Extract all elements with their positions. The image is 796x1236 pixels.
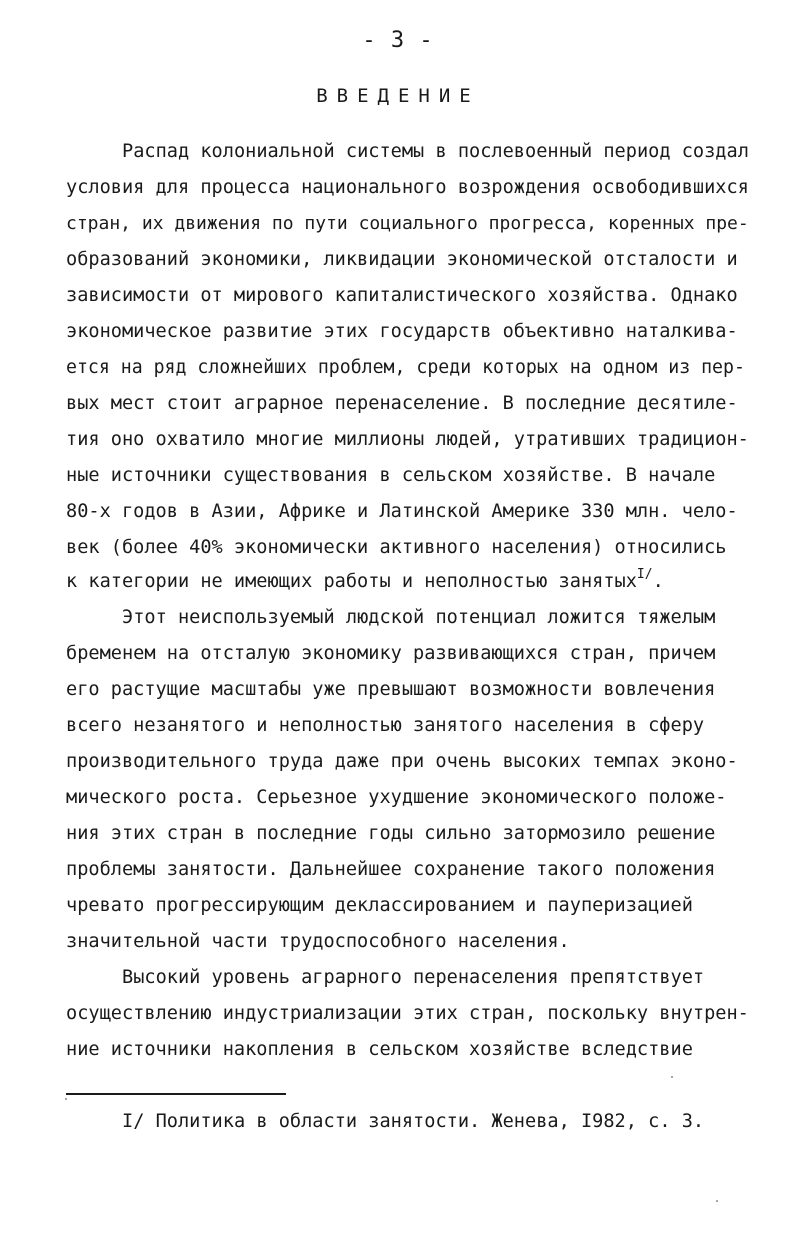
paragraph-1-line-8: вых мест стоит аграрное перенаселение. В последние десятиле- <box>66 393 738 414</box>
paragraph-1-line-12: век (более 40% экономически активного населения) относились <box>66 537 727 558</box>
paragraph-1-line-9: тия оно охватило многие миллионы людей, утративших традицион- <box>66 429 749 450</box>
paragraph-1-line-1: Распад колониальной системы в послевоенный период создал <box>122 141 749 162</box>
paragraph-2-line-7: ния этих стран в последние годы сильно затормозило решение <box>66 823 716 844</box>
paragraph-3-line-3: ние источники накопления в сельском хозяйстве вследствие <box>66 1039 693 1060</box>
paragraph-1-line-13-text: к категории не имеющих работы и неполностью занятых <box>66 571 637 592</box>
paragraph-2-line-6: мического роста. Серьезное ухудшение экономического положе- <box>66 787 727 808</box>
paragraph-1-line-11: 80-х годов в Азии, Африке и Латинской Америке 330 млн. чело- <box>66 501 738 522</box>
footnote-separator <box>66 1093 286 1095</box>
sentence-end: . <box>652 571 664 592</box>
paragraph-1-line-6: экономическое развитие этих государств объективно наталкива- <box>66 321 738 342</box>
paragraph-1-line-5: зависимости от мирового капиталистического хозяйства. Однако <box>66 285 738 306</box>
page-number: - 3 - <box>362 28 434 53</box>
paragraph-1-line-2: условия для процесса национального возрождения освободившихся <box>66 177 749 198</box>
footnote-text: I/ Политика в области занятости. Женева, I982, с. 3. <box>122 1111 705 1132</box>
paragraph-2-line-5: производительного труда даже при очень высоких темпах эконо- <box>66 751 738 772</box>
footnote-reference: I/ <box>636 567 653 582</box>
paragraph-2-line-8: проблемы занятости. Дальнейшее сохранение такого положения <box>66 859 716 880</box>
scan-speck <box>671 1076 673 1078</box>
paragraph-2-line-10: значительной части трудоспособного населения. <box>66 931 570 952</box>
paragraph-2-line-9: чревато прогрессирующим деклассированием и пауперизацией <box>66 895 693 916</box>
paragraph-2-line-2: бременем на отсталую экономику развивающихся стран, причем <box>66 643 716 664</box>
paragraph-3-line-2: осуществлению индустриализации этих стран, поскольку внутрен- <box>66 1003 749 1024</box>
scan-speck <box>716 1200 718 1202</box>
paragraph-1-line-10: ные источники существования в сельском хозяйстве. В начале <box>66 465 716 486</box>
page-title: ВВЕДЕНИЕ <box>316 85 480 107</box>
paragraph-2-line-1: Этот неиспользуемый людской потенциал ложится тяжелым <box>122 607 716 628</box>
paragraph-2-line-4: всего незанятого и неполностью занятого населения в сферу <box>66 715 705 736</box>
paragraph-1-line-4: образований экономики, ликвидации экономической отсталости и <box>66 249 738 270</box>
paragraph-1-line-3: стран, их движения по пути социального прогресса, коренных пре- <box>66 213 749 234</box>
paragraph-1-line-7: ется на ряд сложнейших проблем, среди которых на одном из пер- <box>66 357 745 378</box>
paragraph-2-line-3: его растущие масштабы уже превышают возможности вовлечения <box>66 679 716 700</box>
paragraph-3-line-1: Высокий уровень аграрного перенаселения препятствует <box>122 967 705 988</box>
paragraph-1-line-13 <box>66 567 664 592</box>
scan-speck <box>65 1098 67 1100</box>
